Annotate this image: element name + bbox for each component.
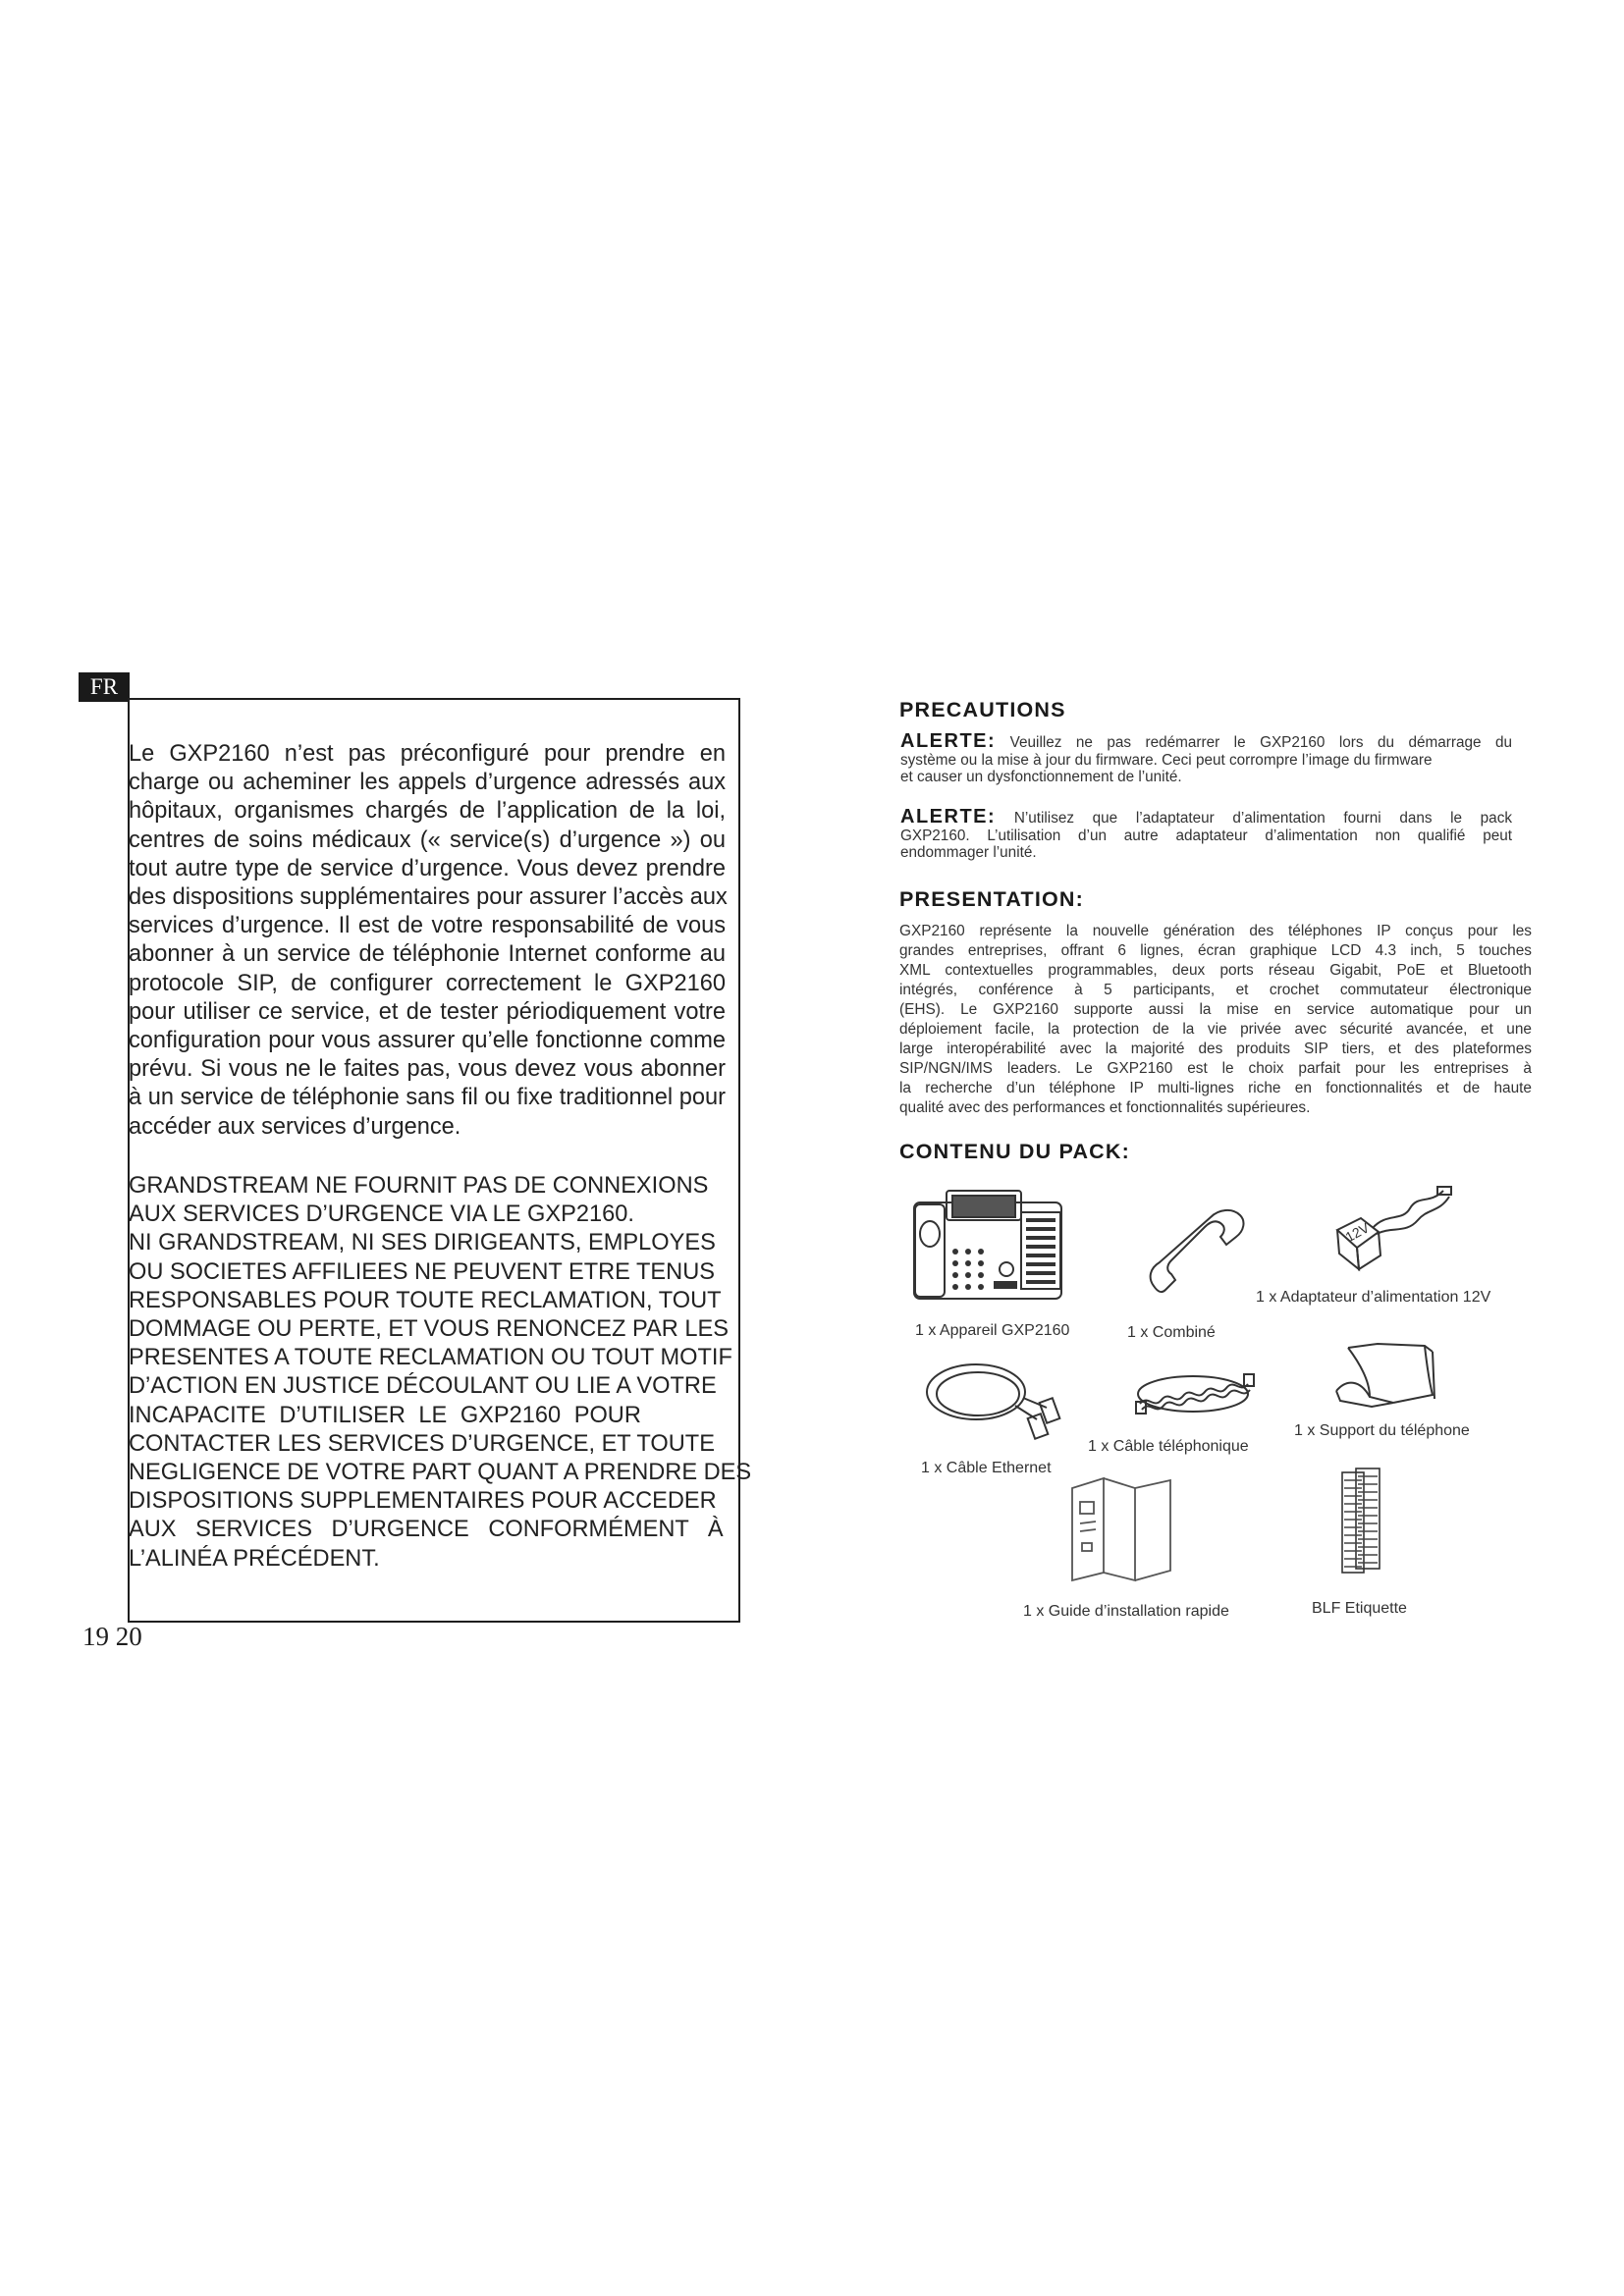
text-line: pour utiliser ce service, et de tester périodiquement votre	[129, 998, 726, 1025]
page-numbers: 19 20	[82, 1622, 142, 1651]
pack-item-label: 1 x Combiné	[1127, 1324, 1216, 1341]
alert-power-adapter	[900, 806, 1512, 862]
presentation-paragraph	[899, 922, 1532, 1118]
text-line: configuration pour vous assurer qu’elle fonctionne comme	[129, 1028, 726, 1054]
text-line: des dispositions supplémentaires pour assurer l’accès aux	[129, 884, 728, 911]
presentation-heading: PRESENTATION:	[899, 887, 1084, 911]
power-adapter-icon	[1327, 1183, 1455, 1276]
text-line: NI GRANDSTREAM, NI SES DIRIGEANTS, EMPLOYES	[129, 1230, 716, 1256]
pack-item-label: 1 x Câble téléphonique	[1088, 1438, 1249, 1455]
ethernet-cable-icon	[921, 1351, 1063, 1449]
text-line: (EHS). Le GXP2160 supporte aussi la mise en service automatique pour un	[899, 1001, 1532, 1018]
text-line: intégrés, conférence à 5 participants, et crochet commutateur électronique	[899, 982, 1532, 998]
text-line: et causer un dysfonctionnement de l’unité.	[900, 769, 1182, 785]
emergency-warning-paragraph	[129, 740, 726, 1142]
pack-item-label: BLF Etiquette	[1312, 1600, 1407, 1617]
alert-tag: ALERTE:	[900, 806, 997, 828]
text-line	[900, 730, 1513, 752]
text-line: L’ALINÉA PRÉCÉDENT.	[129, 1545, 380, 1572]
text-line: protocole SIP, de configurer correctement le GXP2160	[129, 970, 726, 996]
text-line: OU SOCIETES AFFILIEES NE PEUVENT ETRE TENUS	[129, 1258, 715, 1285]
text-line: grandes entreprises, offrant 6 lignes, écran graphique LCD 4.3 inch, 5 touches	[899, 942, 1532, 959]
phone-cord-icon	[1134, 1364, 1257, 1418]
alert-text: Veuillez ne pas redémarrer le GXP2160 lors du démarrage du	[1009, 734, 1513, 751]
pack-item-label: 1 x Appareil GXP2160	[915, 1322, 1070, 1339]
handset-icon	[1142, 1200, 1250, 1298]
text-line: Le GXP2160 n’est pas préconfiguré pour prendre en	[129, 741, 726, 767]
pack-item-label: 1 x Adaptateur d’alimentation 12V	[1256, 1289, 1491, 1306]
text-line: RESPONSABLES POUR TOUTE RECLAMATION, TOUT	[129, 1287, 722, 1313]
phone-stand-icon	[1330, 1340, 1443, 1411]
alert-firmware	[900, 730, 1513, 786]
text-line: déploiement facile, la protection de la vie privée avec sécurité avancée, et une	[899, 1021, 1532, 1038]
text-line: qualité avec des performances et fonctionnalités supérieures.	[899, 1099, 1311, 1116]
pack-item-label: 1 x Support du téléphone	[1294, 1422, 1470, 1439]
text-line: D’ACTION EN JUSTICE DÉCOULANT OU LIE A VOTRE	[129, 1373, 717, 1400]
text-line: à un service de téléphonie sans fil ou fixe traditionnel pour	[129, 1085, 726, 1111]
text-line: DOMMAGE OU PERTE, ET VOUS RENONCEZ PAR LES	[129, 1316, 729, 1343]
language-tab: FR	[79, 672, 130, 702]
text-line: XML contextuelles programmables, deux ports réseau Gigabit, PoE et Bluetooth	[899, 962, 1532, 979]
alert-tag: ALERTE:	[900, 730, 997, 752]
precautions-heading: PRECAUTIONS	[899, 698, 1066, 721]
liability-disclaimer-paragraph	[129, 1172, 757, 1574]
text-line: centres de soins médicaux (« service(s) d’urgence ») ou	[129, 827, 726, 853]
quick-guide-icon	[1068, 1474, 1176, 1582]
text-line: DISPOSITIONS SUPPLEMENTAIRES POUR ACCEDER	[129, 1488, 717, 1515]
phone-device-icon	[911, 1183, 1068, 1303]
text-line: GXP2160. L’utilisation d’un autre adaptateur d’alimentation non qualifié peut	[900, 827, 1512, 844]
pack-contents-heading: CONTENU DU PACK:	[899, 1140, 1130, 1163]
pack-item-label: 1 x Câble Ethernet	[921, 1460, 1052, 1476]
text-line: NEGLIGENCE DE VOTRE PART QUANT A PRENDRE DES	[129, 1460, 752, 1486]
text-line: charge ou acheminer les appels d’urgence adressés aux	[129, 770, 726, 796]
text-line: endommager l’unité.	[900, 844, 1037, 861]
text-line: hôpitaux, organismes chargés de l’application de la loi,	[129, 798, 726, 825]
text-line: tout autre type de service d’urgence. Vous devez prendre	[129, 855, 726, 881]
text-line: GRANDSTREAM NE FOURNIT PAS DE CONNEXIONS	[129, 1173, 709, 1199]
text-line: services d’urgence. Il est de votre responsabilité de vous	[129, 913, 726, 939]
text-line: SIP/NGN/IMS leaders. Le GXP2160 est le choix parfait pour les entreprises à	[899, 1060, 1532, 1077]
text-line: INCAPACITE D’UTILISER LE GXP2160 POUR	[129, 1402, 641, 1428]
text-line	[900, 806, 1512, 828]
text-line: large interopérabilité avec la majorité des produits SIP tiers, et des plateformes	[899, 1041, 1532, 1057]
text-line: prévu. Si vous ne le faites pas, vous devez vous abonner	[129, 1056, 726, 1083]
text-line: système ou la mise à jour du firmware. Ceci peut corrompre l’image du firmware	[900, 751, 1433, 769]
alert-text: N’utilisez que l’adaptateur d’alimentation fourni dans le pack	[1013, 810, 1512, 827]
text-line: PRESENTES A TOUTE RECLAMATION OU TOUT MOTIF	[129, 1345, 732, 1371]
text-line: AUX SERVICES D’URGENCE VIA LE GXP2160.	[129, 1201, 634, 1228]
blf-label-icon	[1338, 1467, 1385, 1576]
text-line: GXP2160 représente la nouvelle génération des téléphones IP conçus pour les	[899, 923, 1532, 939]
pack-item-label: 1 x Guide d’installation rapide	[1023, 1603, 1229, 1620]
text-line: accéder aux services d’urgence.	[129, 1113, 461, 1140]
text-line: CONTACTER LES SERVICES D’URGENCE, ET TOUTE	[129, 1430, 715, 1457]
adapter-voltage-mark: 12V	[1342, 1219, 1373, 1246]
text-line: la recherche d’un téléphone IP multi-lignes riche en fonctionnalités et de haute	[899, 1080, 1532, 1096]
text-line: abonner à un service de téléphonie Internet conforme au	[129, 941, 726, 968]
text-line: AUX SERVICES D’URGENCE CONFORMÉMENT À	[129, 1517, 724, 1543]
